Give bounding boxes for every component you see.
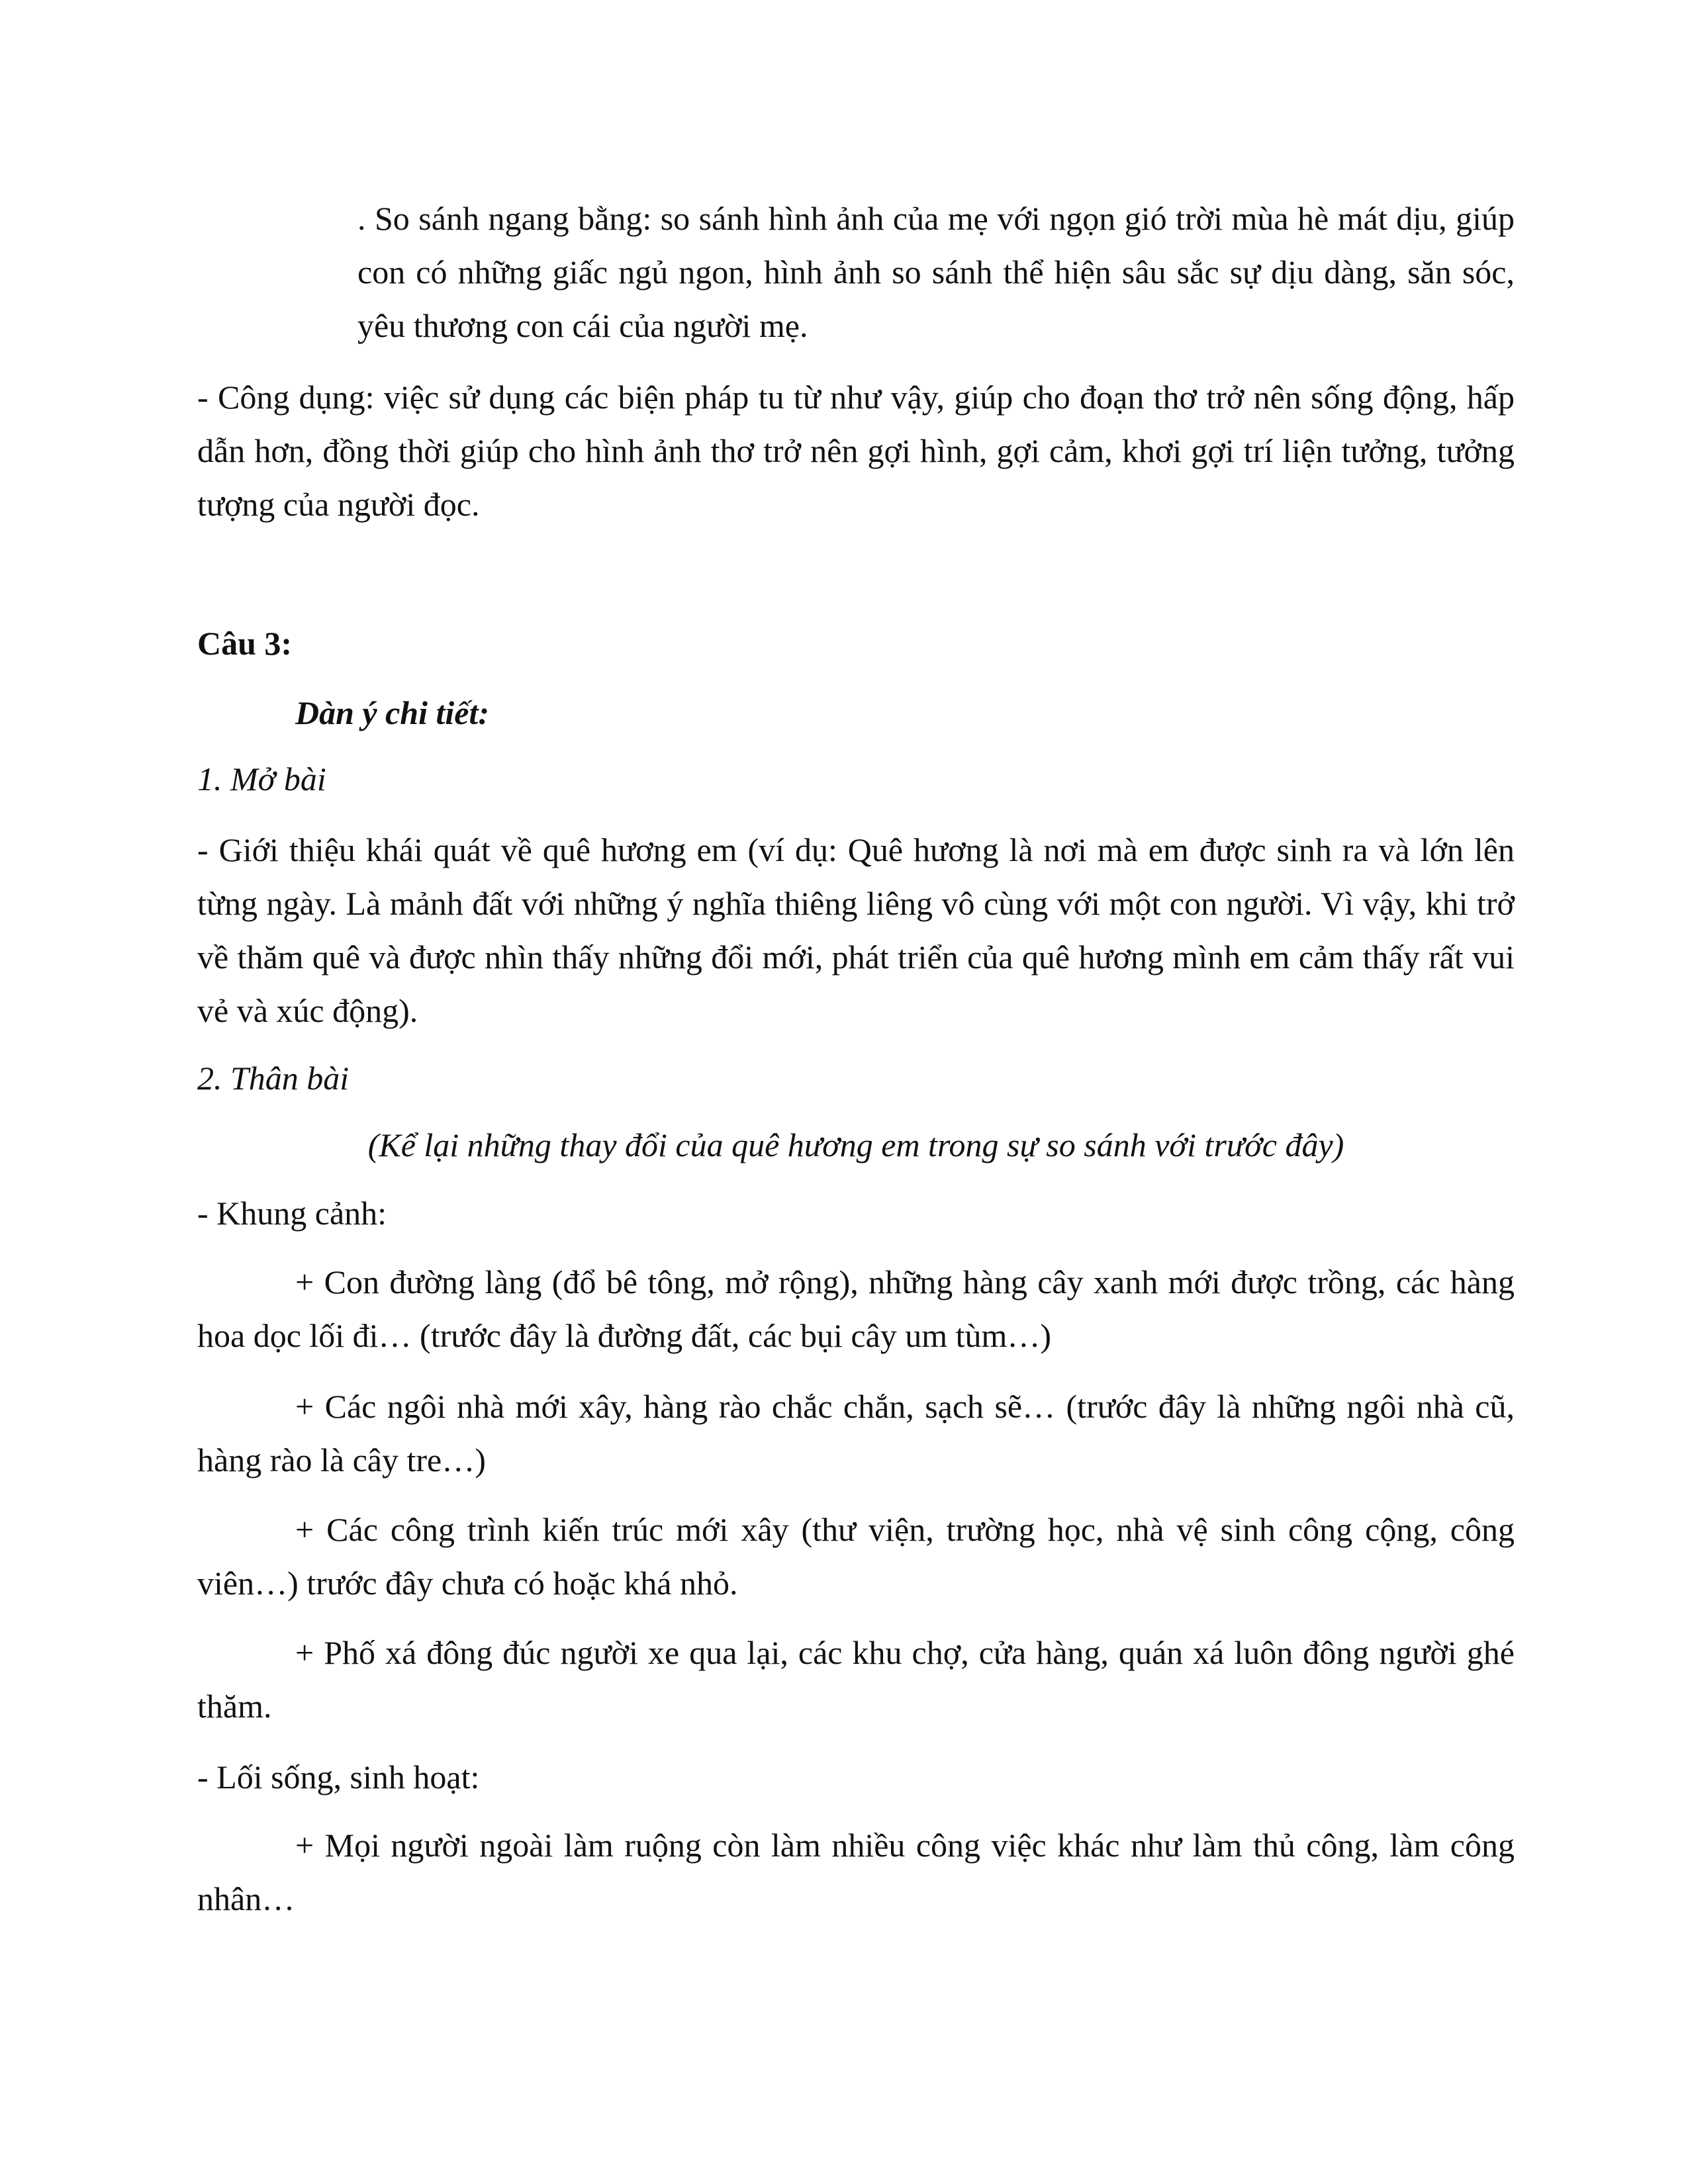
paragraph-cong-trinh: + Các công trình kiến trúc mới xây (thư viện, trường học, nhà vệ sinh công cộng, công viên…) trước đây chưa có hoặc khá nhỏ. <box>197 1511 1515 1602</box>
paragraph-ke-lai: (Kể lại những thay đổi của quê hương em trong sự so sánh với trước đây) <box>367 1126 1344 1163</box>
paragraph-khung-canh: - Khung cảnh: <box>197 1195 387 1232</box>
paragraph-cong-dung: - Công dụng: việc sử dụng các biện pháp tu từ như vậy, giúp cho đoạn thơ trở nên sống động, hấp dẫn hơn, đồng thời giúp cho hình ảnh thơ trở nên gợi hình, gợi cảm, khơi gợi trí liện tưởng, tưởng tượng của người đọc. <box>197 379 1515 523</box>
paragraph-gioi-thieu: - Giới thiệu khái quát về quê hương em (ví dụ: Quê hương là nơi mà em được sinh ra và lớn lên từng ngày. Là mảnh đất với những ý nghĩa thiêng liêng vô cùng với một con người. Vì vậy, khi trở về thăm quê và được nhìn thấy những đổi mới, phát triển của quê hương mình em cảm thấy rất vui vẻ và xúc động). <box>197 831 1515 1029</box>
heading-than-bai: 2. Thân bài <box>197 1060 350 1097</box>
paragraph-con-duong: + Con đường làng (đổ bê tông, mở rộng), những hàng cây xanh mới được trồng, các hàng hoa dọc lối đi… (trước đây là đường đất, các bụi cây um tùm…) <box>197 1263 1515 1354</box>
heading-cau-3: Câu 3: <box>197 625 293 662</box>
paragraph-so-sanh: . So sánh ngang bằng: so sánh hình ảnh của mẹ với ngọn gió trời mùa hè mát dịu, giúp con có những giấc ngủ ngon, hình ảnh so sánh thể hiện sâu sắc sự dịu dàng, săn sóc, yêu thương con cái của người mẹ. <box>357 200 1515 344</box>
heading-dan-y: Dàn ý chi tiết: <box>295 694 490 731</box>
paragraph-ngoi-nha: + Các ngôi nhà mới xây, hàng rào chắc chắn, sạch sẽ… (trước đây là những ngôi nhà cũ, hàng rào là cây tre…) <box>197 1388 1515 1479</box>
heading-mo-bai: 1. Mở bài <box>197 760 326 797</box>
paragraph-loi-song: - Lối sống, sinh hoạt: <box>197 1758 480 1796</box>
paragraph-pho-xa: + Phố xá đông đúc người xe qua lại, các khu chợ, cửa hàng, quán xá luôn đông người ghé thăm. <box>197 1634 1515 1725</box>
paragraph-moi-nguoi: + Mọi người ngoài làm ruộng còn làm nhiều công việc khác như làm thủ công, làm công nhân… <box>197 1827 1515 1917</box>
